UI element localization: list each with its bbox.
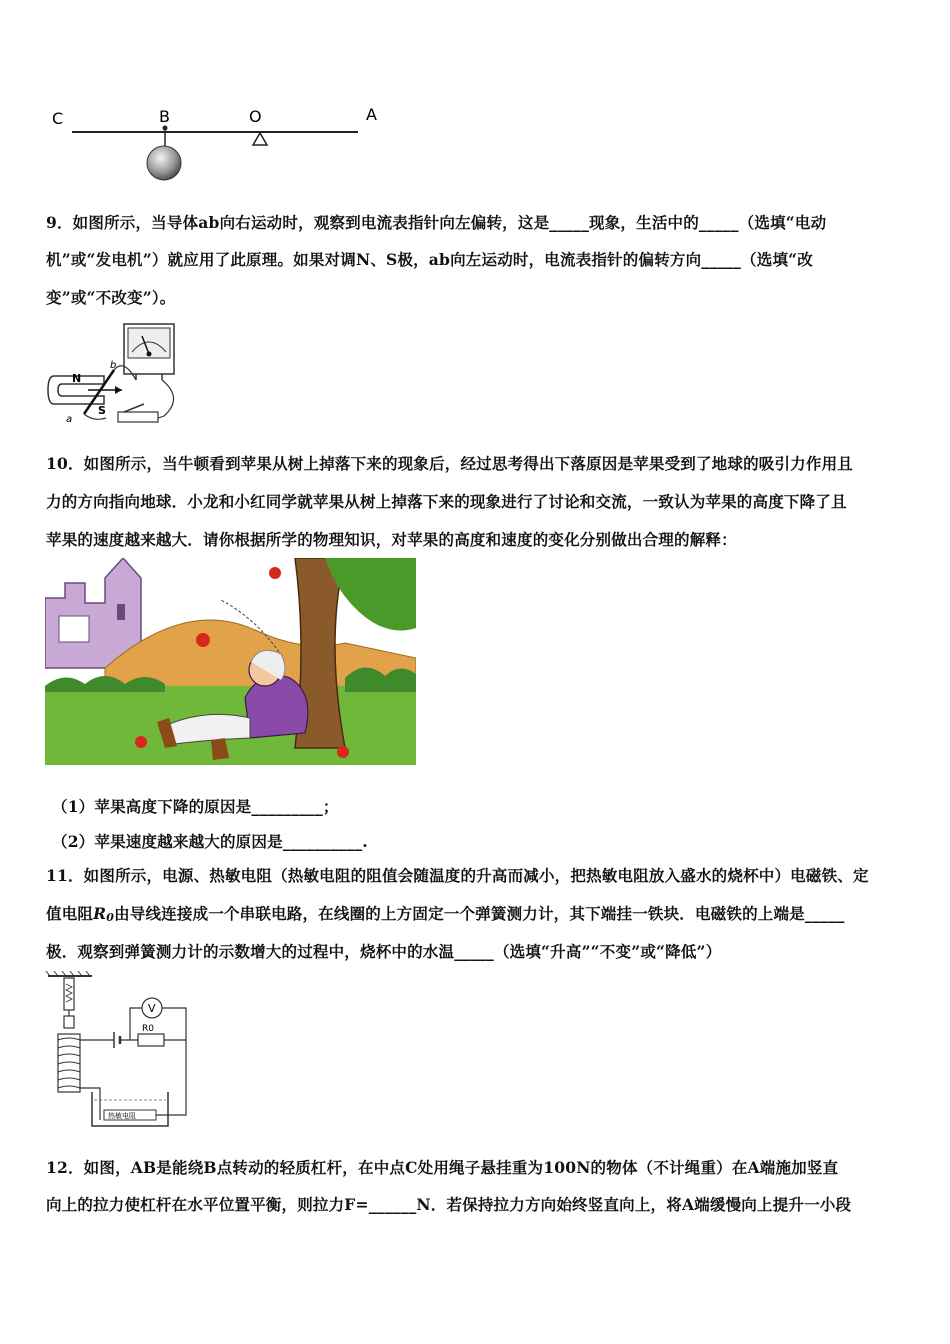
spring-scale <box>64 978 74 1010</box>
lever-label-o: O <box>249 107 262 126</box>
resistor-r0 <box>138 1034 164 1046</box>
q9-line-3: 变”或“不改变”）。 <box>46 288 176 307</box>
switch <box>118 412 158 422</box>
lever-label-a: A <box>366 105 377 124</box>
magnet-label-n: N <box>72 372 82 385</box>
lever-diagram <box>40 100 400 185</box>
q11-circuit-diagram <box>44 970 194 1130</box>
q9-line-1: 9．如图所示，当导体ab向右运动时，观察到电流表指针向左偏转，这是_____现象，生活中的_____（选填“电动 <box>46 213 827 232</box>
newton-apple-illustration <box>45 558 416 765</box>
q10-line-3: 苹果的速度越来越大．请你根据所学的物理知识，对苹果的高度和速度的变化分别做出合理的解释： <box>46 530 737 549</box>
apple <box>269 567 281 579</box>
q11-line-2 <box>46 902 845 924</box>
lever-label-b: B <box>159 107 170 126</box>
q9-line-2: 机”或“发电机”）就应用了此原理。如果对调N、S极，ab向左运动时，电流表指针的偏转方向_____（选填“改 <box>46 250 813 269</box>
q11-line-3: 极．观察到弹簧测力计的示数增大的过程中，烧杯中的水温_____（选填“升高”“不变”或“降低”） <box>46 942 722 961</box>
q12-line-2: 向上的拉力使杠杆在水平位置平衡，则拉力F=______N．若保持拉力方向始终竖直向上，将A端缓慢向上提升一小段 <box>46 1195 852 1214</box>
apple <box>135 736 147 748</box>
thermistor-label: 热敏电阻 <box>108 1112 136 1120</box>
conductor-label-a: a <box>66 414 73 425</box>
lever-fulcrum <box>253 133 267 145</box>
resistor-r0-label: R0 <box>142 1024 154 1034</box>
q10-line-1: 10．如图所示，当牛顿看到苹果从树上掉落下来的现象后，经过思考得出下落原因是苹果受到了地球的吸引力作用且 <box>46 454 853 473</box>
lever-point-b <box>163 126 168 131</box>
apple <box>337 746 349 758</box>
lever-label-c: C <box>52 109 64 128</box>
q10-line-2: 力的方向指向地球．小龙和小红同学就苹果从树上掉落下来的现象进行了讨论和交流，一致认为苹果的高度下降了且 <box>46 492 847 511</box>
voltmeter-label: V <box>148 1002 156 1015</box>
newton-coat <box>245 676 308 739</box>
q10-sub-1: （1）苹果高度下降的原因是_________； <box>52 797 339 816</box>
iron-block <box>64 1016 74 1028</box>
r0-symbol: R0 <box>93 904 115 924</box>
conductor-label-b: b <box>110 360 117 371</box>
beaker <box>92 1092 168 1126</box>
q11-line-2-end: 由导线连接成一个串联电路，在线圈的上方固定一个弹簧测力计，其下端挂一铁块．电磁铁的上端是_____ <box>114 904 845 923</box>
magnet-label-s: S <box>98 404 106 417</box>
q9-figure-generator <box>44 318 194 430</box>
q11-line-1: 11．如图所示，电源、热敏电阻（热敏电阻的阻值会随温度的升高而减小，把热敏电阻放入盛水的烧杯中）电磁铁、定 <box>46 866 869 885</box>
lever-ball <box>147 146 181 180</box>
q11-line-2-start: 值电阻 <box>46 904 94 923</box>
apple <box>196 633 210 647</box>
q12-line-1: 12．如图，AB是能绕B点转动的轻质杠杆，在中点C处用绳子悬挂重为100N的物体（不计绳重）在A端施加竖直 <box>46 1158 839 1177</box>
q10-sub-2: （2）苹果速度越来越大的原因是__________. <box>52 832 368 851</box>
